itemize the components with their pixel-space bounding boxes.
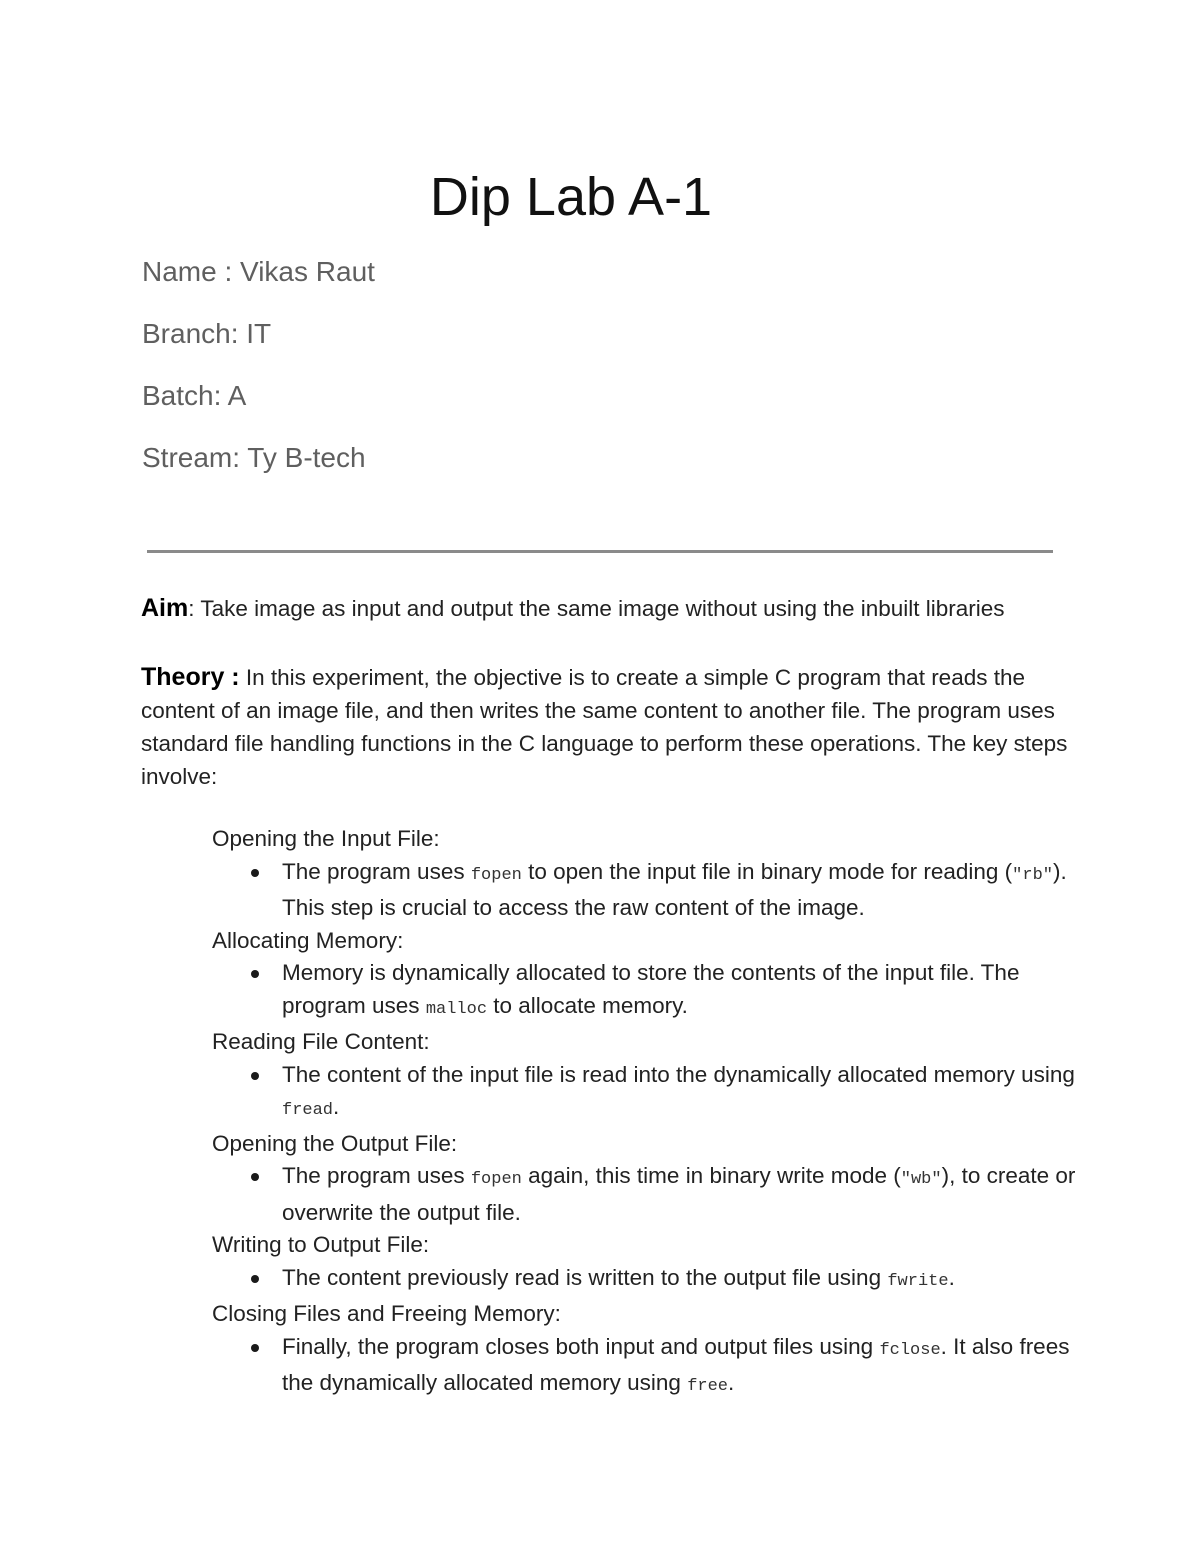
aim-paragraph	[141, 592, 1071, 625]
bullet-text: The content previously read is written to the output file using	[282, 1264, 888, 1290]
code-wb: "wb"	[900, 1170, 942, 1189]
step-heading-opening-input: Opening the Input File:	[212, 826, 440, 851]
bullet-text: ). This step is crucial to access the raw content of the image.	[282, 858, 1067, 920]
bullet-text: Finally, the program closes both input and output files using	[282, 1333, 880, 1359]
bullet-text: .	[948, 1264, 955, 1290]
student-batch: Batch: A	[142, 380, 247, 411]
code-free: free	[687, 1377, 728, 1396]
step-heading-writing-output: Writing to Output File:	[212, 1232, 430, 1257]
bullet-icon	[251, 1173, 259, 1181]
theory-label: Theory :	[141, 663, 240, 691]
step-heading-closing-files: Closing Files and Freeing Memory:	[212, 1301, 561, 1326]
step-heading-reading-content: Reading File Content:	[212, 1029, 430, 1054]
bullet-text: The program uses	[282, 858, 471, 884]
step-bullet-allocating-memory	[212, 957, 1092, 1026]
theory-paragraph	[141, 661, 1071, 793]
step-bullet-reading-content	[212, 1059, 1092, 1128]
bullet-text: ), to create or overwrite the output file.	[282, 1163, 1076, 1225]
bullet-text: Memory is dynamically allocated to store the contents of the input file. The program uses	[282, 960, 1020, 1018]
bullet-text: again, this time in binary write mode (	[521, 1163, 901, 1188]
bullet-text: to allocate memory.	[487, 992, 688, 1018]
bullet-text: The content of the input file is read into the dynamically allocated memory using	[282, 1061, 1075, 1087]
theory-text: In this experiment, the objective is to create a simple C program that reads the content of an image file, and then writes the same content to another file. The program uses standard file handling functions in the C language to perform these operations. The key steps involve:	[141, 665, 1068, 789]
bullet-icon	[251, 1072, 259, 1080]
bullet-text: .	[728, 1370, 735, 1395]
step-bullet-writing-output	[212, 1262, 1092, 1299]
code-fopen: fopen	[470, 865, 522, 885]
bullet-icon	[251, 1275, 259, 1283]
student-stream: Stream: Ty B-tech	[142, 442, 366, 473]
bullet-icon	[251, 1344, 259, 1352]
code-fclose: fclose	[879, 1340, 941, 1360]
page-title: Dip Lab A-1	[429, 167, 713, 227]
code-fwrite: fwrite	[887, 1271, 949, 1291]
student-branch: Branch: IT	[142, 318, 272, 349]
bullet-text: The program uses	[282, 1163, 471, 1188]
bullet-icon	[251, 970, 259, 978]
steps-list	[212, 823, 1092, 1404]
step-bullet-closing-files	[212, 1331, 1092, 1404]
aim-label: Aim	[141, 594, 189, 622]
section-divider	[147, 550, 1053, 553]
code-fopen: fopen	[470, 1170, 522, 1189]
step-bullet-opening-input	[212, 856, 1092, 925]
student-name: Name : Vikas Raut	[142, 256, 375, 287]
code-fread: fread	[282, 1101, 334, 1120]
bullet-icon	[251, 869, 259, 877]
step-bullet-opening-output	[212, 1160, 1092, 1229]
code-malloc: malloc	[425, 999, 488, 1019]
bullet-text: to open the input file in binary mode for reading (	[521, 858, 1013, 884]
bullet-text: .	[333, 1094, 340, 1119]
aim-text: : Take image as input and output the same image without using the inbuilt libraries	[188, 596, 1005, 621]
step-heading-allocating-memory: Allocating Memory:	[212, 927, 404, 953]
step-heading-opening-output: Opening the Output File:	[212, 1130, 458, 1156]
code-rb: "rb"	[1012, 865, 1053, 885]
bullet-text: . It also frees the dynamically allocated memory using	[282, 1333, 1070, 1395]
